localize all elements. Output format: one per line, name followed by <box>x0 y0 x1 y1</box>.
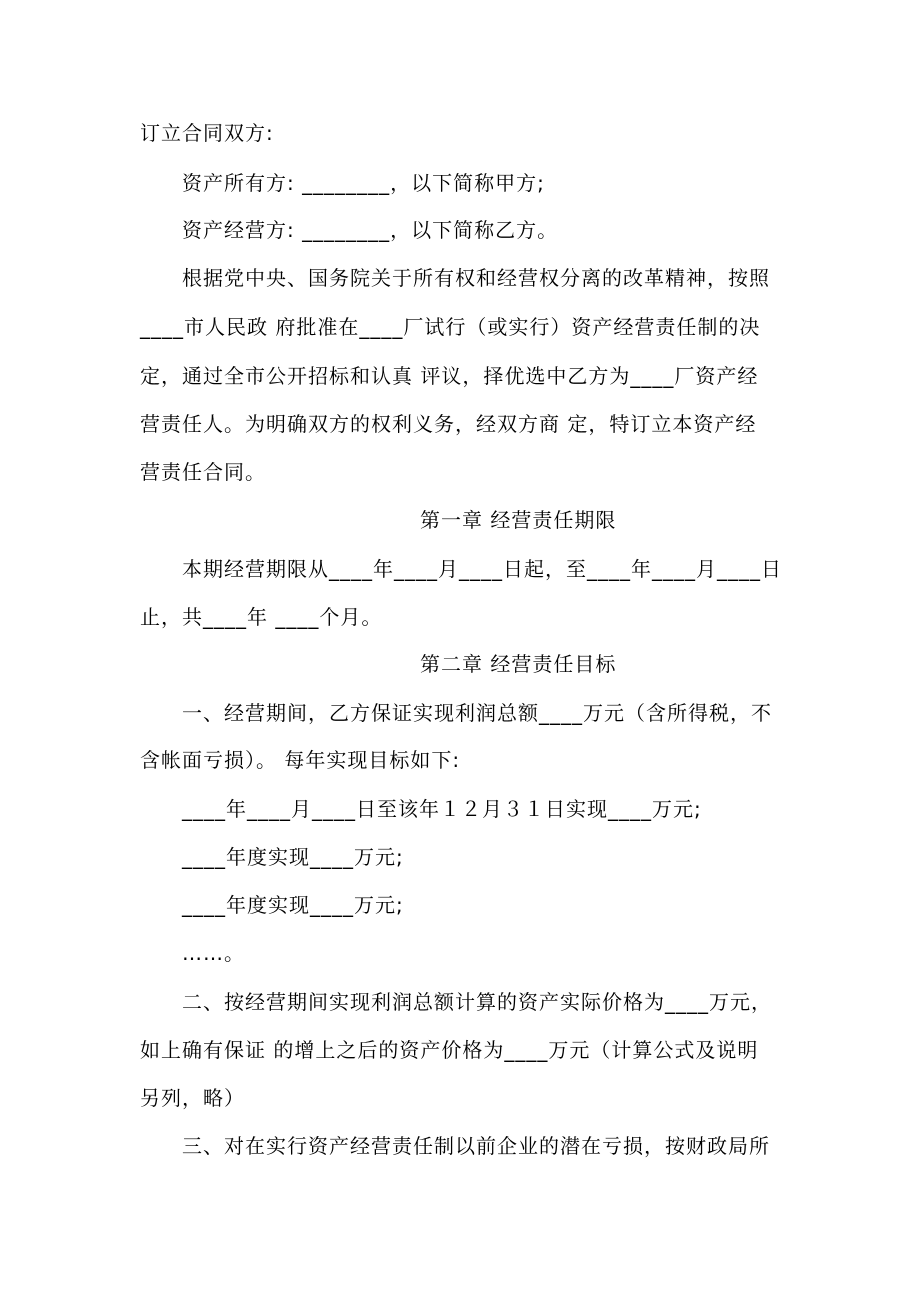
term-line-2: 止，共____年 ____个月。 <box>140 605 383 629</box>
term-line-1: 本期经营期限从____年____月____日起，至____年____月____日 <box>182 557 782 581</box>
preamble-line-2: ____市人民政 府批准在____厂试行（或实行）资产经营责任制的决 <box>140 315 761 339</box>
asset-owner-line: 资产所有方: ________，以下简称甲方; <box>182 171 545 195</box>
preamble-line-4: 营责任人。为明确双方的权利义务，经双方商 定，特订立本资产经 <box>140 412 757 436</box>
preamble-line-5: 营责任合同。 <box>140 460 266 484</box>
asset-operator-line: 资产经营方: ________，以下简称乙方。 <box>182 218 559 242</box>
annual-target-line-3: ____年度实现____万元; <box>182 893 404 917</box>
clause-2-line-3: 另列，略） <box>140 1086 245 1110</box>
clause-3-line-1: 三、对在实行资产经营责任制以前企业的潜在亏损，按财政局所 <box>182 1134 770 1158</box>
annual-target-line-1: ____年____月____日至该年１２月３１日实现____万元; <box>182 797 702 821</box>
preamble-line-1: 根据党中央、国务院关于所有权和经营权分离的改革精神，按照 <box>182 266 770 290</box>
chapter-1-heading: 第一章 经营责任期限 <box>420 508 617 532</box>
ellipsis-line: ……。 <box>182 941 245 965</box>
contract-parties-label: 订立合同双方: <box>140 121 274 145</box>
target-line-2: 含帐面亏损）。 每年实现目标如下: <box>140 748 461 772</box>
clause-2-line-1: 二、按经营期间实现利润总额计算的资产实际价格为____万元， <box>182 990 772 1014</box>
chapter-2-heading: 第二章 经营责任目标 <box>420 652 617 676</box>
preamble-line-3: 定，通过全市公开招标和认真 评议，择优选中乙方为____厂资产经 <box>140 364 759 388</box>
annual-target-line-2: ____年度实现____万元; <box>182 845 404 869</box>
clause-2-line-2: 如上确有保证 的增上之后的资产价格为____万元（计算公式及说明 <box>140 1038 759 1062</box>
target-line-1: 一、经营期间，乙方保证实现利润总额____万元（含所得税，不 <box>182 701 772 725</box>
